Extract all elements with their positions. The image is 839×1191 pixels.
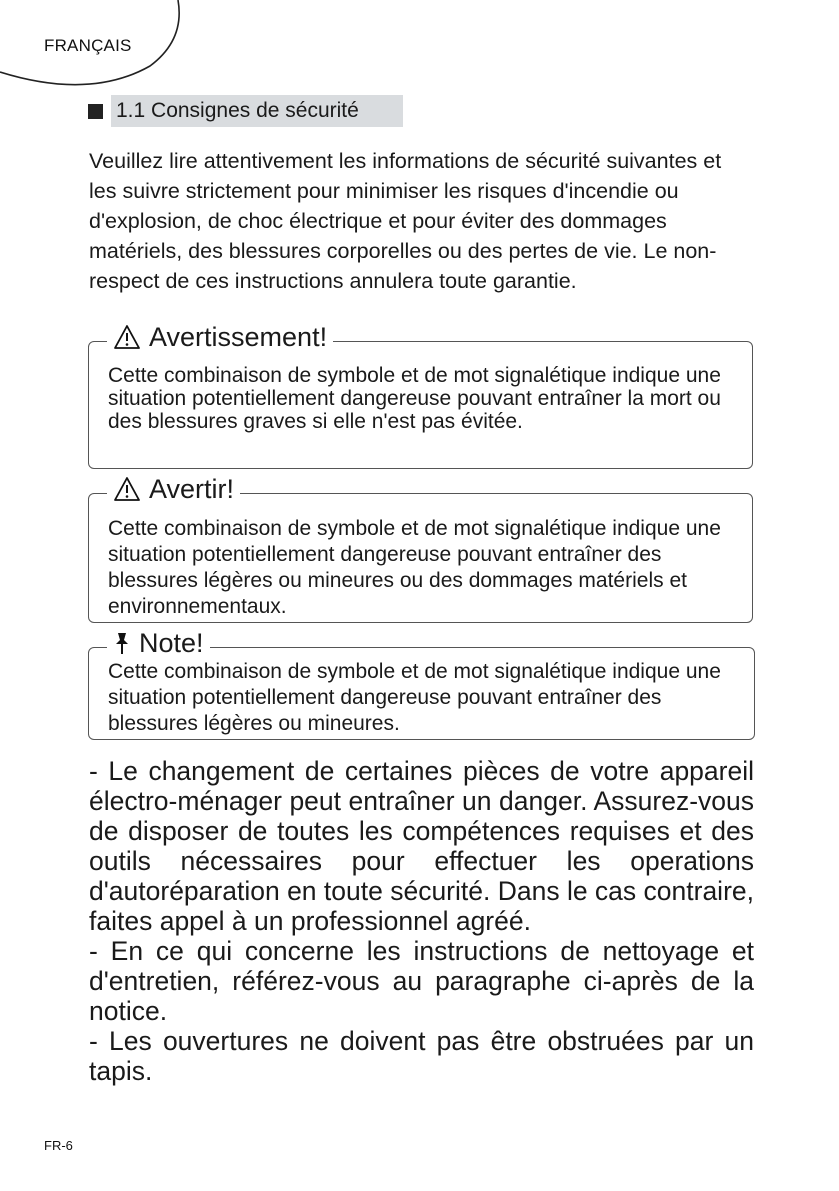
instruction-paragraph: - Les ouvertures ne doivent pas être obstruées par un tapis. [89,1026,754,1086]
caution-title-text: Avertir! [149,474,235,504]
pushpin-icon [113,631,131,655]
warning-triangle-icon [113,324,141,350]
page-number: FR-6 [44,1138,73,1153]
caution-notice-box [88,474,753,623]
warning-notice-box [88,322,753,469]
warning-notice-text: Cette combinaison de symbole et de mot signalétique indique une situation potentiellement dangereuse pouvant entraîner la mort ou des blessures graves si elle n'est pas évitée. [108,364,721,433]
safety-instructions [89,756,754,1086]
note-notice-text: Cette combinaison de symbole et de mot signalétique indique une situation potentiellement dangereuse pouvant entraîner des blessures légères ou mineures. [108,660,721,735]
caution-notice-text: Cette combinaison de symbole et de mot signalétique indique une situation potentiellement dangereuse pouvant entraîner des blessures légères ou mineures ou des dommages matériels et environnementaux. [108,517,721,618]
warning-title-text: Avertissement! [149,322,328,352]
note-notice-title [107,626,210,660]
note-title-text: Note! [139,628,204,658]
caution-notice-title [107,472,240,506]
language-label: FRANÇAIS [44,36,132,55]
instruction-paragraph: - Le changement de certaines pièces de votre appareil électro-ménager peut entraîner un danger. Assurez-vous de disposer de toutes les compétences requises et des outils nécessaires pour effectuer les operations d'autoréparation en toute sécurité. Dans le cas contraire, faites appel à un professionnel agréé. [89,756,754,936]
heading-bullet-square [88,104,103,119]
intro-paragraph: Veuillez lire attentivement les informations de sécurité suivantes et les suivre strictement pour minimiser les risques d'incendie ou d'explosion, de choc électrique et pour éviter des dommages matériels, des blessures corporelles ou des pertes de vie. Le non-respect de ces instructions annulera toute garantie. [89,149,722,293]
section-title: 1.1 Consignes de sécurité [111,95,403,127]
warning-notice-title [107,320,333,354]
instruction-paragraph: - En ce qui concerne les instructions de nettoyage et d'entretien, référez-vous au paragraphe ci-après de la notice. [89,936,754,1026]
warning-triangle-icon [113,476,141,502]
note-notice-box [88,628,755,740]
section-heading [88,95,403,127]
